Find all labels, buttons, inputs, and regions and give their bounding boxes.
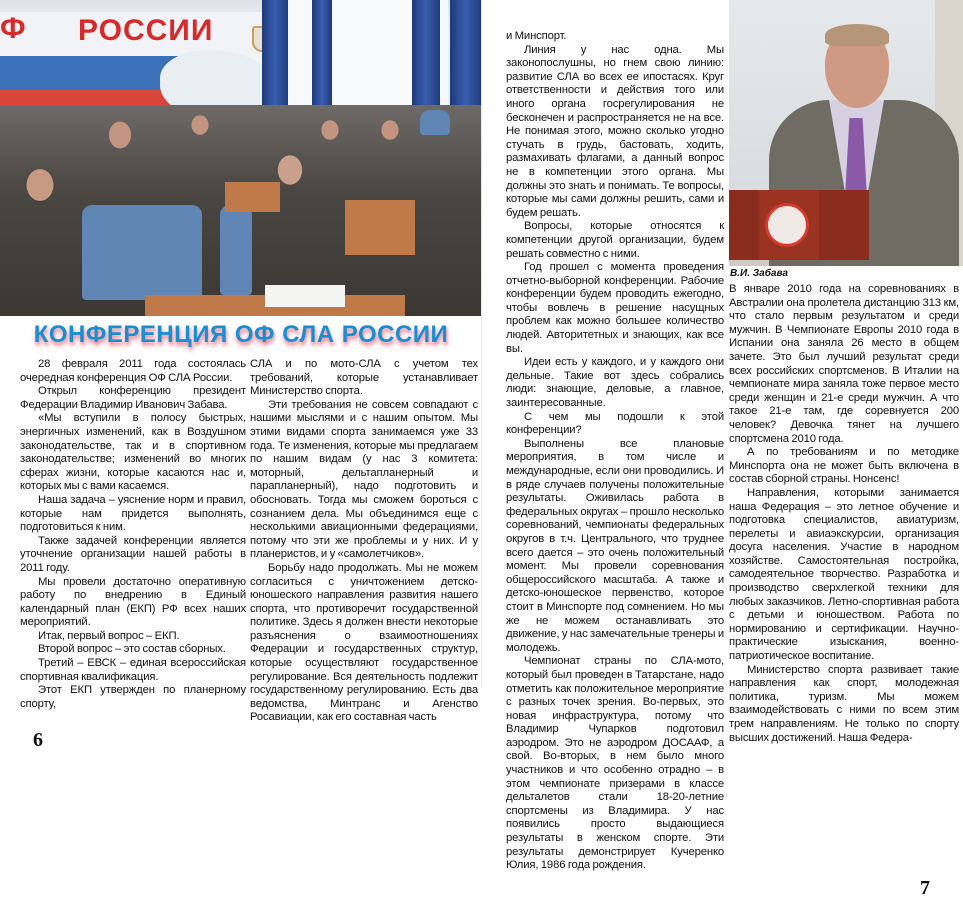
article-title: КОНФЕРЕНЦИЯ ОФ СЛА РОССИИ — [33, 321, 449, 348]
page-number-left: 6 — [33, 729, 43, 751]
paragraph: Наша задача – уяснение норм и правил, которые нам придется выполнять, подготовиться к ним. — [20, 493, 246, 534]
paragraph: СЛА и по мото-СЛА с учетом тех требований, которые устанавливает Министерство спорта. — [250, 358, 478, 398]
paragraph: Эти требования не совсем совпадают с нашими мыслями и с нашим опытом. Мы этими видами спорта занимаемся уже 33 года. Те изменения, которые мы предлагаем по нашим видам (у нас 3 комитета: моторный, дельтапланерный и парапланерный), надо подготовить и обосновать. Тогда мы сможем бороться с сознанием дела. Мы объединимся еще с несколькими авиационными федерациями, потому что эти же проблемы и у них. И у планеристов, и у «самолетчиков». — [250, 398, 478, 561]
speaker-hair — [825, 24, 889, 46]
paragraph: и Минспорт. — [506, 30, 567, 42]
paragraph: 28 февраля 2011 года состоялась очередная конференция ОФ СЛА России. — [20, 358, 246, 384]
chair — [420, 110, 450, 135]
paragraph: Второй вопрос – это состав сборных. — [38, 643, 226, 656]
paragraph: Этот ЕКП утвержден по планерному спорту, — [20, 684, 246, 710]
paragraph: Борьбу надо продолжать. Мы не можем согласиться с уничтожением детско-юношеского направления развития нашего спорта, что противоречит государственной политике. Здесь я должен внести некоторые разъяснения о взаимоотношениях Федерации и государственных структур, которые осуществляют государственное регулирование. Вся деятельность подлежит государственному регулированию. Есть два ведомства, Минтранс и Агенство Росавиации, как его составная часть — [250, 561, 478, 724]
paragraph: Линия у нас одна. Мы законопослушны, но гнем свою линию: развитие СЛА во всех ее ипостасях. Круг ответственности и действия того или иного органа госрегулирования не бесконечен и распространяется не на все. Не понимая этого, можно сколько угодно стучать в грудь, бастовать, ходить, размахивать флагами, а данный вопрос не в компетенции этого органа. Мы должны это знать и понимать. Те вопросы, которые мы сами должны решить, сами и будем решать. — [506, 43, 724, 219]
right-column-2 — [729, 283, 959, 745]
paragraph: Министерство спорта развивает такие направления как спорт, молодежная политика, туризм. Мы можем взаимодействовать с ними по всем этим трем направлениям. Не только по спорту высших достижений. Наша Федера- — [729, 663, 959, 744]
banner-text: РОССИИ — [78, 14, 214, 47]
curtain — [450, 0, 482, 120]
left-column-2 — [250, 358, 478, 725]
left-column-1 — [20, 358, 246, 711]
paragraph: Мы провели достаточно оперативную работу по внедрению в Единый календарный план (ЕКП) РФ всех наших мероприятий. — [20, 575, 246, 629]
photo-caption: В.И. Забава — [730, 268, 788, 279]
paragraph: Третий – ЕВСК – единая всероссийская спортивная квалификация. — [20, 657, 246, 683]
paragraph: Идеи есть у каждого, и у каждого они дельные. Такие вот здесь собрались люди: знающие, деловые, а главное, заинтересованные. — [506, 356, 724, 410]
desk — [345, 200, 415, 255]
paragraph: С чем мы подошли к этой конференции? — [506, 410, 724, 437]
left-page — [0, 0, 482, 751]
speaker-photo — [729, 0, 963, 266]
paragraph: Чемпионат страны по СЛА-мото, который был проведен в Татарстане, надо отметить как положительное мероприятие с разных точек зрения. Во-первых, это новая инфраструктура, потому что Владимир Чупарков подготовил аэродром. Это не аэродром ДОСААФ, а свой. Во-вторых, в нем было много участников и что особенно отрадно – в этом чемпионате призерами в классе дельталетов стали 18-20-летние спортсмены из Владимира. У нас появились просто выдающиеся результаты в женском спорте. Эти результаты демонстрирует Кучеренко Юлия, 1986 года рождения. — [506, 655, 724, 872]
paragraph: В январе 2010 года на соревнованиях в Австралии она пролетела дистанцию 313 км, что стало первым результатом и среди мужчин. В Чемпионате Европы 2010 года в Испании она заняла 26 место в общем зачете. Это был лучший результат среди всех российских спортсменов. В Италии на чемпионате мира заняла тоже первое место среди женщин и 21-е среди мужчин. А что такое 21-е там, где соревнуется 200 человек? Девочка тянет на лучшего спортсмена 2010 года. — [729, 283, 959, 445]
paragraph: Открыл конференцию президент Федерации Владимир Иванович Забава. — [20, 385, 246, 411]
banner-text-left: Ф — [0, 12, 26, 45]
chair — [82, 205, 202, 300]
curtain — [412, 0, 440, 120]
paragraph: Выполнены все плановые мероприятия, в том числе и международные, если они проводились. И в ряде случаев получены положительные результаты. Оживилась работа в федеральных округах – прошло несколько соревнований, чемпионаты федеральных округов в т.ч. Центрального, что труднее всего дается – это очень положительный момент. Мы провели соревнования общероссийского масштаба. А также и детско-юношеское первенство, которое стоит в Минспорте под сомнением. Но мы же не можем останавливать это движение, у нас замечательные тренеры и молодежь. — [506, 437, 724, 654]
page-number-right: 7 — [920, 877, 930, 899]
paragraph: Вопросы, которые относятся к компетенции другой организации, будем решать совместно с ними. — [506, 220, 724, 260]
conference-hall-photo — [0, 0, 482, 316]
desk — [225, 182, 280, 212]
paragraph: Также задачей конференции является уточнение организации нашей работы в 2011 году. — [20, 534, 246, 574]
curtain — [312, 0, 332, 120]
paragraph: Итак, первый вопрос – ЕКП. — [38, 629, 180, 642]
paragraph: Год прошел с момента проведения отчетно-выборной конференции. Рабочие конференции будем проводить ежегодно, чтобы вовлечь в решение насущных проблем как можно большее количество людей. Авторитетных и знающих, как все вы. — [506, 261, 724, 355]
curtain — [262, 0, 288, 120]
federation-logo-icon — [765, 203, 809, 247]
paragraph: «Мы вступили в полосу быстрых, энергичных изменений, как в Воздушном законодательстве, так и в спортивном законодательстве; изменений во многих сферах жизни, которые касаются нас и, которых мы с вами касаемся. — [20, 412, 246, 493]
chair — [220, 205, 252, 295]
paper — [265, 285, 345, 307]
right-column-1 — [506, 30, 724, 873]
paragraph: Направления, которыми занимается наша Федерация – это летное обучение и подготовка специалистов, авиатуризм, перелеты и авиаэкскурсии, организация досуга населения. Участие в народном хозяйстве. Самостоятельная постройка, самодеятельное творчество. Разработка и производство сверхлегкой техники для любых заказчиков. Летно-спортивная работа с детьми и юношеством. Работа по нормированию и сертификации. Научно-практические изыскания, военно-патриотическое воспитание. — [729, 486, 959, 663]
paragraph: А по требованиям и по методике Минспорта она не может быть включена в состав сборной страны. Нонсенс! — [729, 446, 959, 486]
